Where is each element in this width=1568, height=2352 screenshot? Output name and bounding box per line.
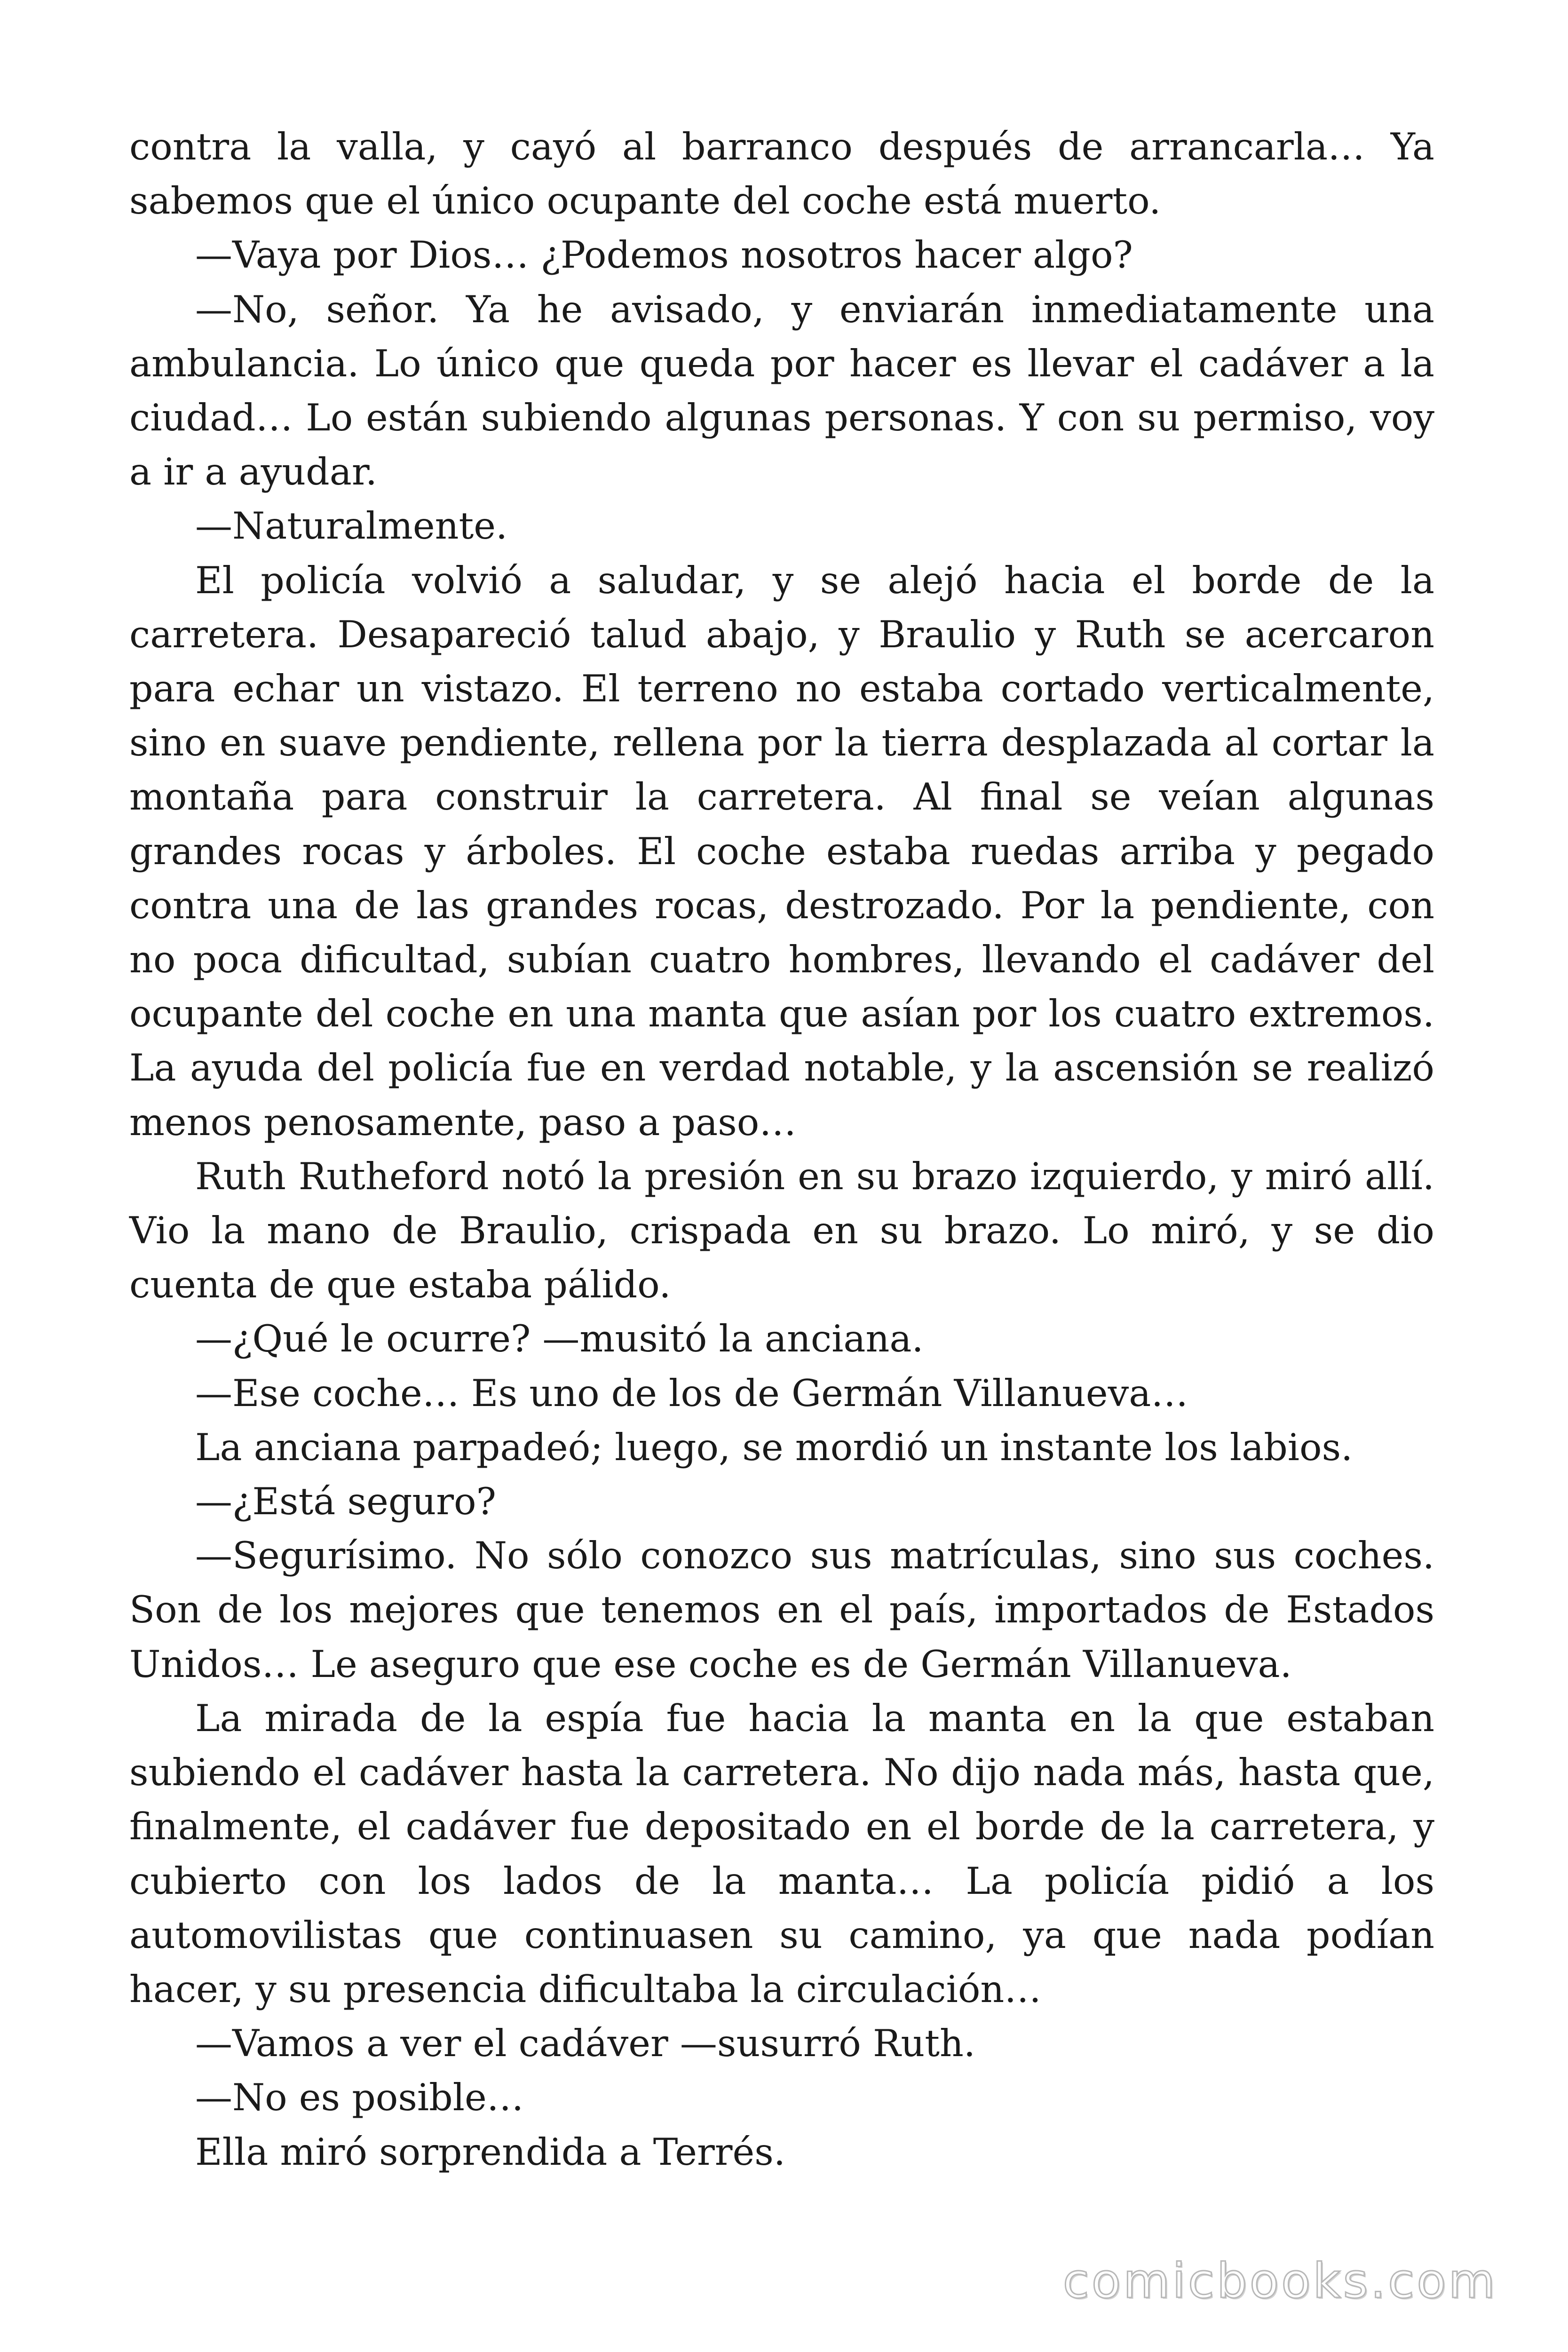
paragraph-3: —No, señor. Ya he avisado, y enviarán inmediatamente una ambulancia. Lo único que queda por hacer es llevar el cadáver a la ciudad… Lo están subiendo algunas personas. Y con su permiso, voy a ir a ayudar. xyxy=(129,287,1434,494)
paragraph-6: Ruth Rutheford notó la presión en su brazo izquierdo, y miró allí. Vio la mano de Braulio, crispada en su brazo. Lo miró, y se dio cuenta de que estaba pálido. xyxy=(129,1154,1434,1307)
paragraph-2: —Vaya por Dios… ¿Podemos nosotros hacer algo? xyxy=(195,233,1133,277)
paragraph-8: —Ese coche… Es uno de los de Germán Villanueva… xyxy=(195,1371,1188,1415)
body-text xyxy=(129,120,1434,2179)
watermark: comicbooks.com xyxy=(1062,2253,1497,2309)
paragraph-5: El policía volvió a saludar, y se alejó hacia el borde de la carretera. Desapareció talud abajo, y Braulio y Ruth se acercaron para echar un vistazo. El terreno no estaba cortado verticalmente, sino en suave pendiente, rellena por la tierra desplazada al cortar la montaña para construir la carretera. Al final se veían algunas grandes rocas y árboles. El coche estaba ruedas arriba y pegado contra una de las grandes rocas, destrozado. Por la pendiente, con no poca dificultad, subían cuatro hombres, llevando el cadáver del ocupante del coche en una manta que asían por los cuatro extremos. La ayuda del policía fue en verdad notable, y la ascensión se realizó menos penosamente, paso a paso… xyxy=(129,558,1434,1144)
paragraph-11: —Segurísimo. No sólo conozco sus matrículas, sino sus coches. Son de los mejores que tenemos en el país, importados de Estados Unidos… Le aseguro que ese coche es de Germán Villanueva. xyxy=(129,1534,1434,1686)
paragraph-12: La mirada de la espía fue hacia la manta en la que estaban subiendo el cadáver hasta la carretera. No dijo nada más, hasta que, finalmente, el cadáver fue depositado en el borde de la carretera, y cubierto con los lados de la manta… La policía pidió a los automovilistas que continuasen su camino, ya que nada podían hacer, y su presencia dificultaba la circulación… xyxy=(129,1696,1434,2011)
paragraph-7: —¿Qué le ocurre? —musitó la anciana. xyxy=(195,1317,924,1361)
paragraph-9: La anciana parpadeó; luego, se mordió un instante los labios. xyxy=(195,1425,1353,1469)
paragraph-15: Ella miró sorprendida a Terrés. xyxy=(195,2130,785,2174)
paragraph-10: —¿Está seguro? xyxy=(195,1480,496,1524)
paragraph-1: contra la valla, y cayó al barranco después de arrancarla… Ya sabemos que el único ocupante del coche está muerto. xyxy=(129,125,1434,223)
paragraph-4: —Naturalmente. xyxy=(195,504,508,548)
paragraph-14: —No es posible… xyxy=(195,2076,524,2120)
paragraph-13: —Vamos a ver el cadáver —susurró Ruth. xyxy=(195,2022,976,2066)
